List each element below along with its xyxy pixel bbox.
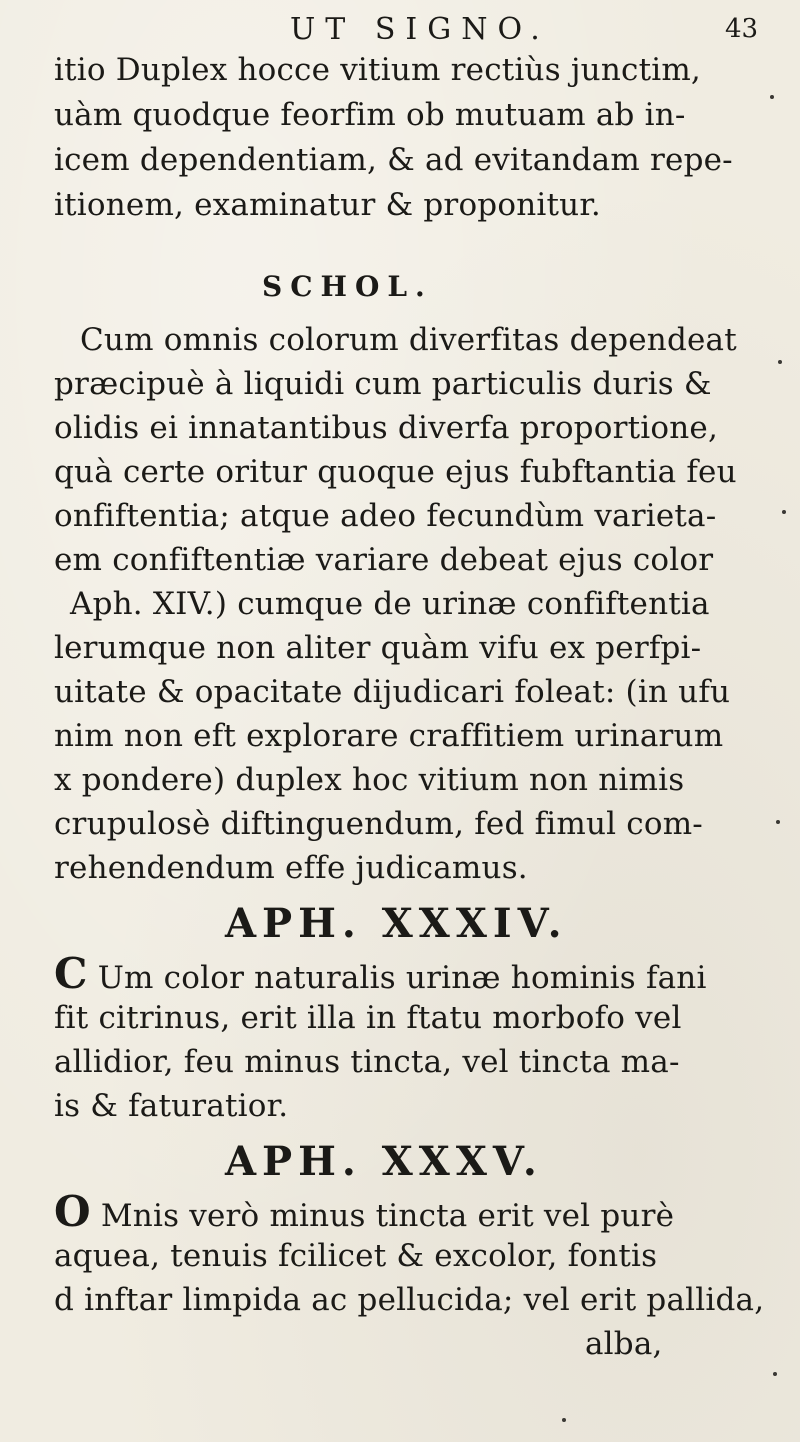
text-line: Aph. XIV.) cumque de urinæ confiftentia — [70, 586, 710, 622]
text-line: lerumque non aliter quàm vifu ex perfpi- — [54, 630, 702, 666]
text-span: Um color naturalis urinæ hominis fani — [97, 960, 707, 996]
catchword: alba, — [585, 1326, 663, 1362]
text-span: Mnis verò minus tincta erit vel purè — [100, 1198, 675, 1234]
ink-speck — [773, 1372, 777, 1376]
text-line: x pondere) duplex hoc vitium non nimis — [54, 762, 685, 798]
ink-speck — [782, 510, 786, 514]
text-line: uàm quodque feorfim ob mutuam ab in- — [54, 97, 686, 133]
text-line: rehendendum effe judicamus. — [54, 850, 528, 886]
text-line: is & faturatior. — [54, 1088, 289, 1124]
text-line: allidior, feu minus tincta, vel tincta ma- — [54, 1044, 680, 1080]
text-line: uitate & opacitate dijudicari foleat: (in ufu — [54, 674, 731, 710]
text-line: nim non eft explorare craffitiem urinarum — [54, 718, 724, 754]
text-line: onfiftentia; atque adeo fecundùm varieta- — [54, 498, 717, 534]
aphorism-34-heading: APH. XXXIV. — [225, 900, 568, 947]
ink-speck — [778, 360, 782, 364]
text-line: crupulosè diftinguendum, fed fimul com- — [54, 806, 703, 842]
dropcap: O — [54, 1187, 91, 1236]
scholium-heading: SCHOL. — [262, 270, 433, 303]
ink-speck — [776, 820, 780, 824]
aphorism-35-line — [54, 1187, 675, 1236]
dropcap: C — [54, 949, 88, 998]
aphorism-35-heading: APH. XXXV. — [225, 1138, 543, 1185]
running-title: UT SIGNO. — [290, 12, 550, 47]
aphorism-34-line — [54, 949, 707, 998]
text-line: itionem, examinatur & proponitur. — [54, 187, 601, 223]
text-line: Cum omnis colorum diverfitas dependeat — [80, 322, 737, 358]
text-line: icem dependentiam, & ad evitandam repe- — [54, 142, 733, 178]
text-line: d inftar limpida ac pellucida; vel erit pallida, — [54, 1282, 765, 1318]
text-line: itio Duplex hocce vitium rectiùs junctim, — [54, 52, 701, 88]
text-line: olidis ei innatantibus diverfa proportione, — [54, 410, 719, 446]
text-line: aquea, tenuis fcilicet & excolor, fontis — [54, 1238, 658, 1274]
text-line: em confiftentiæ variare debeat ejus color — [54, 542, 714, 578]
text-line: fit citrinus, erit illa in ftatu morbofo vel — [54, 1000, 682, 1036]
page-number: 43 — [725, 14, 759, 44]
ink-speck — [562, 1418, 566, 1422]
text-line: præcipuè à liquidi cum particulis duris & — [54, 366, 712, 402]
text-line: quà certe oritur quoque ejus fubftantia feu — [54, 454, 737, 490]
ink-speck — [770, 95, 774, 99]
